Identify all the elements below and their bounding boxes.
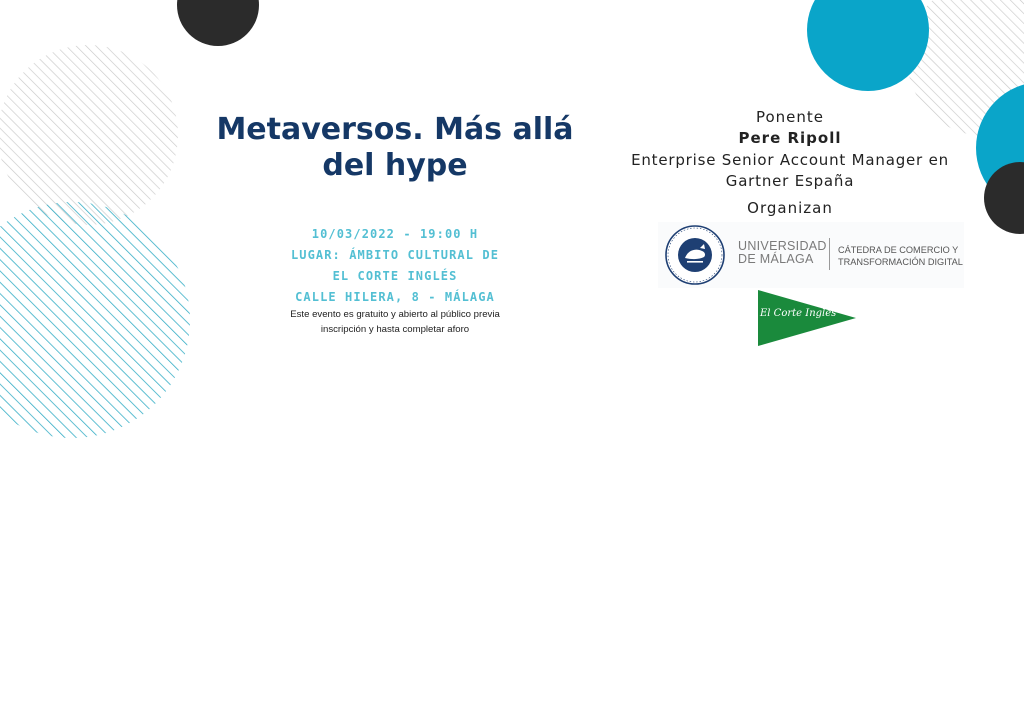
university-seal-icon bbox=[660, 224, 730, 286]
event-note-line-1: Este evento es gratuito y abierto al público previa bbox=[290, 309, 500, 320]
uma-divider bbox=[829, 238, 830, 270]
chair-name bbox=[838, 244, 968, 268]
chair-name-line-1: CÁTEDRA DE COMERCIO Y bbox=[838, 245, 959, 255]
cyan-hatched-circle-left bbox=[0, 202, 190, 438]
event-details bbox=[230, 224, 560, 308]
dark-circle-top bbox=[177, 0, 259, 46]
event-note bbox=[240, 307, 550, 337]
event-date-time: 10/03/2022 - 19:00 H bbox=[311, 227, 479, 241]
chair-name-line-2: TRANSFORMACIÓN DIGITAL bbox=[838, 257, 963, 267]
event-venue-line-3: CALLE HILERA, 8 - MÁLAGA bbox=[295, 290, 495, 304]
uma-name-line-1: UNIVERSIDAD bbox=[738, 239, 827, 253]
uma-name bbox=[738, 240, 830, 266]
eci-logo-text: El Corte Inglés bbox=[760, 308, 837, 319]
organizers-label: Organizan bbox=[747, 199, 833, 217]
speaker-label: Ponente bbox=[755, 108, 825, 126]
speaker-role bbox=[600, 150, 980, 192]
uma-name-line-2: DE MÁLAGA bbox=[738, 252, 814, 266]
speaker-role-line-2: Gartner España bbox=[725, 172, 855, 190]
event-venue-line-2: EL CORTE INGLÉS bbox=[332, 269, 458, 283]
event-title: Metaversos. Más allá del hype bbox=[216, 112, 574, 183]
speaker-name: Pere Ripoll bbox=[738, 129, 842, 147]
event-note-line-2: inscripción y hasta completar aforo bbox=[320, 324, 470, 335]
event-venue-line-1: LUGAR: ÁMBITO CULTURAL DE bbox=[290, 248, 500, 262]
speaker-role-line-1: Enterprise Senior Account Manager en bbox=[631, 151, 949, 169]
gray-hatched-circle-left bbox=[0, 45, 178, 225]
